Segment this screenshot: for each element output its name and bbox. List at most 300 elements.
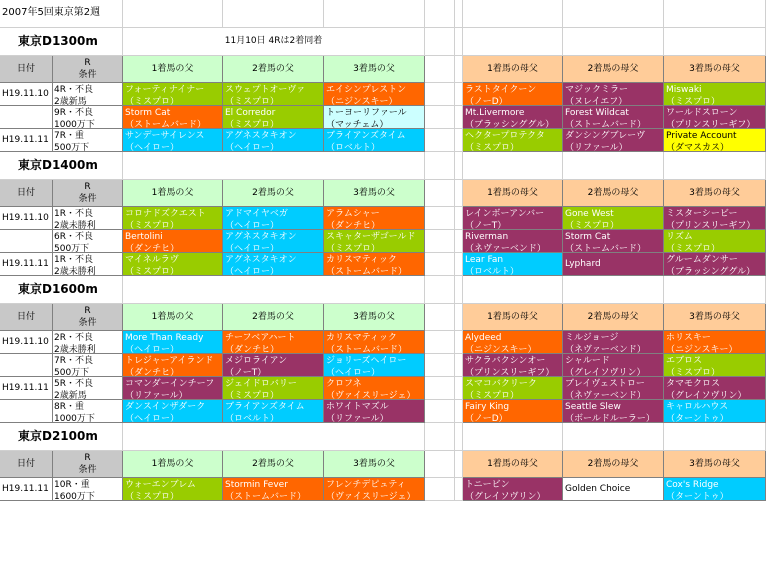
r-header-text: R	[84, 58, 91, 68]
date-header	[0, 451, 53, 478]
sire-header-text: 3着馬の父	[353, 312, 395, 322]
dam-sire-header-text: 3着馬の母父	[689, 64, 740, 74]
race-date-text: H19.11.11	[2, 383, 49, 393]
gap-cell[interactable]	[455, 152, 463, 180]
sire-cell[interactable]	[223, 331, 324, 354]
dam-sire-cell[interactable]	[664, 207, 766, 230]
sire-header-text: 1着馬の父	[151, 64, 194, 74]
race-date-text: H19.11.11	[2, 259, 49, 269]
empty-cell[interactable]	[563, 276, 664, 304]
race-number-text: 6R・不良	[54, 232, 93, 242]
gap-cell[interactable]	[455, 377, 463, 400]
dam-sire-cell[interactable]	[463, 129, 563, 152]
sire-header-text: 3着馬の父	[353, 459, 395, 469]
sire-cell[interactable]	[123, 106, 223, 129]
sire-cell[interactable]	[324, 230, 425, 253]
horse-name: ミスターシービー	[666, 209, 738, 219]
dam-sire-cell[interactable]	[563, 331, 664, 354]
horse-name: Golden Choice	[565, 484, 631, 494]
race-date	[0, 207, 53, 230]
gap-cell[interactable]	[455, 106, 463, 129]
sire-line: （ヴァイスリージェ）	[326, 391, 416, 400]
horse-name: Alydeed	[465, 333, 502, 343]
gap-cell[interactable]	[425, 354, 455, 377]
sire-header-text: 1着馬の父	[151, 459, 194, 469]
empty-cell[interactable]	[123, 0, 223, 28]
horse-name: グルームダンサー	[666, 255, 738, 265]
gap-cell[interactable]	[455, 304, 463, 331]
gap-cell[interactable]	[425, 129, 455, 152]
section-note	[123, 152, 425, 180]
sire-line: （ミスプロ）	[465, 143, 520, 152]
date-header-text: 日付	[16, 188, 35, 198]
gap-cell[interactable]	[425, 276, 455, 304]
empty-cell[interactable]	[664, 423, 766, 451]
sire-header	[123, 180, 223, 207]
sire-line: （ヘイロー）	[225, 221, 280, 230]
horse-name: ホワイトマズル	[326, 402, 389, 412]
horse-name: ラストタイクーン	[465, 85, 537, 95]
horse-name: ブライアンズタイム	[225, 402, 305, 412]
race-header	[53, 304, 123, 331]
dam-sire-cell[interactable]	[463, 354, 563, 377]
dam-sire-header	[463, 304, 563, 331]
sire-line: （ミスプロ）	[125, 267, 180, 276]
horse-name: Gone West	[565, 209, 614, 219]
dam-sire-cell[interactable]	[463, 253, 563, 276]
gap-cell[interactable]	[425, 180, 455, 207]
gap-cell[interactable]	[455, 230, 463, 253]
horse-name: ミルジョージ	[565, 333, 619, 343]
dam-sire-cell[interactable]	[664, 478, 766, 501]
sire-line: （ストームバード）	[565, 120, 647, 129]
dam-sire-cell[interactable]	[563, 354, 664, 377]
section-title-text: 東京D1400m	[18, 158, 98, 172]
empty-cell[interactable]	[463, 276, 563, 304]
sire-line: （ノーT）	[225, 368, 267, 377]
dam-sire-cell[interactable]	[664, 106, 766, 129]
horse-name: シャルード	[565, 356, 610, 366]
sire-cell[interactable]	[123, 400, 223, 423]
section-note	[123, 423, 425, 451]
dam-sire-header-text: 2着馬の母父	[587, 188, 639, 198]
empty-cell[interactable]	[664, 28, 766, 56]
dam-sire-cell[interactable]	[563, 400, 664, 423]
horse-name: マイネルラヴ	[125, 255, 179, 265]
sire-header	[123, 304, 223, 331]
dam-sire-header-text: 1着馬の母父	[487, 64, 538, 74]
dam-sire-cell[interactable]	[563, 129, 664, 152]
race-info	[53, 83, 123, 106]
section-note-text: 11月10日 4Rは2着同着	[224, 36, 323, 46]
race-number-text: 9R・不良	[54, 108, 93, 118]
empty-cell[interactable]	[563, 28, 664, 56]
cond-header-text: 条件	[78, 194, 97, 204]
sire-cell[interactable]	[223, 83, 324, 106]
sheet-title	[0, 0, 123, 28]
empty-cell[interactable]	[324, 0, 425, 28]
gap-cell[interactable]	[425, 230, 455, 253]
empty-cell[interactable]	[223, 0, 324, 28]
dam-sire-cell[interactable]	[563, 106, 664, 129]
sire-header	[324, 56, 425, 83]
sire-header-text: 1着馬の父	[151, 188, 194, 198]
gap-cell[interactable]	[425, 377, 455, 400]
sire-line: （ミスプロ）	[125, 97, 180, 106]
sire-line: （ヘイロー）	[225, 143, 280, 152]
sire-cell[interactable]	[223, 377, 324, 400]
gap-cell[interactable]	[425, 304, 455, 331]
gap-cell[interactable]	[425, 253, 455, 276]
empty-cell[interactable]	[664, 0, 766, 28]
sire-cell[interactable]	[123, 129, 223, 152]
sire-header-text: 3着馬の父	[353, 64, 395, 74]
sire-cell[interactable]	[223, 207, 324, 230]
sire-line: （ロベルト）	[465, 267, 520, 276]
race-date	[0, 129, 53, 152]
sire-header-text: 2着馬の父	[252, 459, 294, 469]
date-header-text: 日付	[16, 312, 35, 322]
sire-header-text: 3着馬の父	[353, 188, 395, 198]
sire-cell[interactable]	[223, 230, 324, 253]
race-date	[0, 478, 53, 501]
sire-line: （グレイソヴリン）	[465, 492, 546, 501]
race-date	[0, 83, 53, 106]
gap-cell[interactable]	[455, 478, 463, 501]
dam-sire-cell[interactable]	[664, 400, 766, 423]
sire-cell[interactable]	[223, 253, 324, 276]
horse-name: Riverman	[465, 232, 509, 242]
sire-cell[interactable]	[123, 253, 223, 276]
dam-sire-cell[interactable]	[664, 83, 766, 106]
sire-line: （ミスプロ）	[225, 120, 280, 129]
gap-cell[interactable]	[455, 423, 463, 451]
horse-name: サンデーサイレンス	[125, 131, 205, 141]
sire-line: （ボールドルーラー）	[565, 414, 655, 423]
dam-sire-header-text: 1着馬の母父	[487, 459, 538, 469]
race-class-text: 2歳未勝利	[54, 345, 96, 354]
sire-line: （リファール）	[326, 414, 389, 423]
gap-cell[interactable]	[455, 83, 463, 106]
race-date-text: H19.11.10	[2, 89, 49, 99]
date-header	[0, 180, 53, 207]
section-note	[123, 276, 425, 304]
horse-name: Forest Wildcat	[565, 108, 629, 118]
race-number-text: 1R・不良	[54, 209, 93, 219]
race-number-text: 1R・不良	[54, 255, 93, 265]
dam-sire-cell[interactable]	[664, 331, 766, 354]
dam-sire-cell[interactable]	[463, 207, 563, 230]
dam-sire-header-text: 2着馬の母父	[587, 64, 639, 74]
sire-cell[interactable]	[123, 230, 223, 253]
empty-cell[interactable]	[425, 0, 455, 28]
gap-cell[interactable]	[425, 28, 455, 56]
race-date-text: H19.11.10	[2, 213, 49, 223]
sire-line: （ターントゥ）	[666, 414, 729, 423]
horse-name: スマコバクリーク	[465, 379, 537, 389]
horse-name: El Corredor	[225, 108, 276, 118]
sire-line: （ネヴァーベンド）	[465, 244, 546, 253]
sire-cell[interactable]	[324, 129, 425, 152]
horse-name: アラムシャー	[326, 209, 380, 219]
horse-name: トニービン	[465, 480, 510, 490]
sire-line: （ストームバード）	[125, 120, 207, 129]
empty-cell[interactable]	[563, 152, 664, 180]
empty-cell[interactable]	[463, 28, 563, 56]
dam-sire-cell[interactable]	[563, 253, 664, 276]
race-class-text: 1000万下	[54, 120, 95, 129]
gap-cell[interactable]	[455, 331, 463, 354]
sire-header	[223, 304, 324, 331]
gap-cell[interactable]	[425, 451, 455, 478]
dam-sire-header	[664, 304, 766, 331]
horse-name: エイシンプレストン	[326, 85, 407, 95]
dam-sire-cell[interactable]	[664, 377, 766, 400]
horse-name: ホリスキー	[666, 333, 711, 343]
dam-sire-header	[463, 180, 563, 207]
sire-line: （ミスプロ）	[565, 221, 620, 230]
gap-cell[interactable]	[425, 207, 455, 230]
horse-name: ブレイヴェストロー	[565, 379, 645, 389]
horse-name: Storm Cat	[125, 108, 171, 118]
race-number-text: 2R・不良	[54, 333, 93, 343]
empty-cell[interactable]	[664, 152, 766, 180]
sire-cell[interactable]	[123, 331, 223, 354]
sire-cell[interactable]	[324, 83, 425, 106]
dam-sire-header	[664, 56, 766, 83]
sire-cell[interactable]	[123, 83, 223, 106]
empty-cell[interactable]	[563, 423, 664, 451]
empty-cell[interactable]	[455, 0, 463, 28]
horse-name: リズム	[666, 232, 693, 242]
sire-cell[interactable]	[324, 207, 425, 230]
sire-line: （ストームバード）	[225, 492, 307, 501]
race-date-text: H19.11.11	[2, 135, 49, 145]
dam-sire-header	[563, 180, 664, 207]
race-header	[53, 451, 123, 478]
horse-name: マジックミラー	[565, 85, 629, 95]
horse-name: Fairy King	[465, 402, 510, 412]
sire-line: （ノーD）	[465, 97, 508, 106]
race-class-text: 500万下	[54, 244, 90, 253]
race-date	[0, 230, 53, 253]
dam-sire-cell[interactable]	[463, 106, 563, 129]
horse-name: カリスマティック	[326, 255, 397, 265]
sire-cell[interactable]	[123, 478, 223, 501]
horse-name: フォーティナイナー	[125, 85, 205, 95]
sire-line: （ミスプロ）	[465, 391, 520, 400]
gap-cell[interactable]	[455, 253, 463, 276]
race-date	[0, 106, 53, 129]
horse-name: アドマイヤベガ	[225, 209, 288, 219]
sire-line: （ダンチヒ）	[125, 368, 180, 377]
sire-cell[interactable]	[324, 253, 425, 276]
sire-line: （ヘイロー）	[125, 345, 180, 354]
sire-cell[interactable]	[123, 207, 223, 230]
horse-name: アグネスタキオン	[225, 131, 297, 141]
race-info	[53, 377, 123, 400]
sire-line: （ロベルト）	[326, 143, 381, 152]
horse-name: メジロライアン	[225, 356, 288, 366]
race-class-text: 500万下	[54, 368, 90, 377]
race-info	[53, 478, 123, 501]
sire-line: （ストームバード）	[326, 267, 408, 276]
horse-name: Cox's Ridge	[666, 480, 719, 490]
race-class-text: 2歳未勝利	[54, 267, 96, 276]
sire-cell[interactable]	[223, 129, 324, 152]
gap-cell[interactable]	[455, 451, 463, 478]
sire-header	[223, 451, 324, 478]
sire-header	[324, 180, 425, 207]
race-class-text: 1600万下	[54, 492, 95, 501]
sire-line: （ネヴァーベンド）	[565, 391, 646, 400]
sire-line: （グレイソヴリン）	[565, 368, 646, 377]
dam-sire-cell[interactable]	[563, 478, 664, 501]
horse-name: ワールドスローン	[666, 108, 738, 118]
race-date-text: H19.11.11	[2, 484, 49, 494]
dam-sire-header-text: 2着馬の母父	[587, 459, 639, 469]
sire-line: （リファール）	[125, 391, 188, 400]
sire-line: （ストームバード）	[326, 345, 408, 354]
race-number-text: 10R・重	[54, 480, 90, 490]
cond-header-text: 条件	[78, 70, 97, 80]
horse-name: ブライアンズタイム	[326, 131, 406, 141]
race-info	[53, 230, 123, 253]
sire-line: （ニジンスキー）	[465, 345, 537, 354]
gap-cell[interactable]	[425, 423, 455, 451]
sire-cell[interactable]	[324, 106, 425, 129]
dam-sire-header	[563, 304, 664, 331]
sire-line: （ミスプロ）	[326, 244, 381, 253]
gap-cell[interactable]	[455, 28, 463, 56]
sire-cell[interactable]	[324, 377, 425, 400]
gap-cell[interactable]	[455, 276, 463, 304]
empty-cell[interactable]	[463, 423, 563, 451]
gap-cell[interactable]	[425, 478, 455, 501]
dam-sire-cell[interactable]	[463, 331, 563, 354]
gap-cell[interactable]	[425, 83, 455, 106]
sheet-title-text: 2007年5回東京第2週	[2, 7, 101, 18]
horse-name: アグネスタキオン	[225, 232, 297, 242]
race-info	[53, 207, 123, 230]
race-date	[0, 354, 53, 377]
horse-name: サクラバクシンオー	[465, 356, 546, 366]
gap-cell[interactable]	[455, 354, 463, 377]
empty-cell[interactable]	[463, 0, 563, 28]
horse-name: コマンダーインチーフ	[125, 379, 215, 389]
section-title	[0, 28, 123, 56]
sire-line: （ターントゥ）	[666, 492, 729, 501]
race-header	[53, 56, 123, 83]
sire-line: （ヴァイスリージェ）	[326, 492, 416, 501]
gap-cell[interactable]	[455, 207, 463, 230]
gap-cell[interactable]	[425, 56, 455, 83]
race-info	[53, 400, 123, 423]
dam-sire-header	[664, 451, 766, 478]
sire-cell[interactable]	[324, 400, 425, 423]
empty-cell[interactable]	[463, 152, 563, 180]
sire-cell[interactable]	[324, 331, 425, 354]
horse-name: トレジャーアイランド	[125, 356, 214, 366]
sire-header-text: 2着馬の父	[252, 64, 294, 74]
sire-cell[interactable]	[123, 354, 223, 377]
dam-sire-header	[463, 451, 563, 478]
gap-cell[interactable]	[455, 56, 463, 83]
sire-line: （ブラッシンググル）	[666, 267, 756, 276]
race-info	[53, 106, 123, 129]
dam-sire-header-text: 1着馬の母父	[487, 312, 538, 322]
race-date-text: H19.11.10	[2, 337, 49, 347]
sire-cell[interactable]	[324, 478, 425, 501]
sire-cell[interactable]	[123, 377, 223, 400]
dam-sire-cell[interactable]	[664, 354, 766, 377]
horse-name: Bertolini	[125, 232, 163, 242]
sire-line: （ロベルト）	[225, 414, 280, 423]
horse-name: ジェイドロバリー	[225, 379, 297, 389]
empty-cell[interactable]	[563, 0, 664, 28]
dam-sire-cell[interactable]	[463, 478, 563, 501]
section-title	[0, 423, 123, 451]
gap-cell[interactable]	[425, 331, 455, 354]
dam-sire-cell[interactable]	[664, 129, 766, 152]
section-title	[0, 152, 123, 180]
dam-sire-header-text: 1着馬の母父	[487, 188, 538, 198]
horse-name: コロナドズクエスト	[125, 209, 206, 219]
dam-sire-header-text: 3着馬の母父	[689, 459, 740, 469]
gap-cell[interactable]	[425, 106, 455, 129]
sire-line: （プリンスリーギフ）	[666, 221, 756, 230]
sire-cell[interactable]	[223, 400, 324, 423]
race-info	[53, 331, 123, 354]
gap-cell[interactable]	[455, 180, 463, 207]
dam-sire-cell[interactable]	[563, 207, 664, 230]
horse-name: Storm Cat	[565, 232, 611, 242]
dam-sire-cell[interactable]	[563, 83, 664, 106]
dam-sire-cell[interactable]	[463, 83, 563, 106]
empty-cell[interactable]	[664, 276, 766, 304]
r-header-text: R	[84, 182, 91, 192]
sire-line: （ヌレイエフ）	[565, 97, 628, 106]
dam-sire-cell[interactable]	[463, 400, 563, 423]
dam-sire-cell[interactable]	[664, 230, 766, 253]
dam-sire-cell[interactable]	[563, 230, 664, 253]
gap-cell[interactable]	[425, 400, 455, 423]
horse-name: フレンチデピュティ	[326, 480, 406, 490]
section-title-text: 東京D2100m	[18, 429, 98, 443]
sire-header	[223, 180, 324, 207]
sire-cell[interactable]	[223, 478, 324, 501]
sire-line: （ダンチヒ）	[125, 244, 180, 253]
race-date	[0, 400, 53, 423]
horse-name: Mt.Livermore	[465, 108, 525, 118]
horse-name: チーフベアハート	[225, 333, 296, 343]
gap-cell[interactable]	[425, 152, 455, 180]
dam-sire-cell[interactable]	[463, 377, 563, 400]
sire-cell[interactable]	[223, 354, 324, 377]
sire-line: （ヘイロー）	[326, 368, 381, 377]
sire-cell[interactable]	[223, 106, 324, 129]
gap-cell[interactable]	[455, 129, 463, 152]
gap-cell[interactable]	[455, 400, 463, 423]
sire-header	[324, 451, 425, 478]
sire-cell[interactable]	[324, 354, 425, 377]
dam-sire-cell[interactable]	[563, 377, 664, 400]
sire-line: （ストームバード）	[565, 244, 647, 253]
sire-line: （ミスプロ）	[666, 97, 721, 106]
dam-sire-cell[interactable]	[463, 230, 563, 253]
race-number-text: 5R・不良	[54, 379, 93, 389]
dam-sire-cell[interactable]	[664, 253, 766, 276]
